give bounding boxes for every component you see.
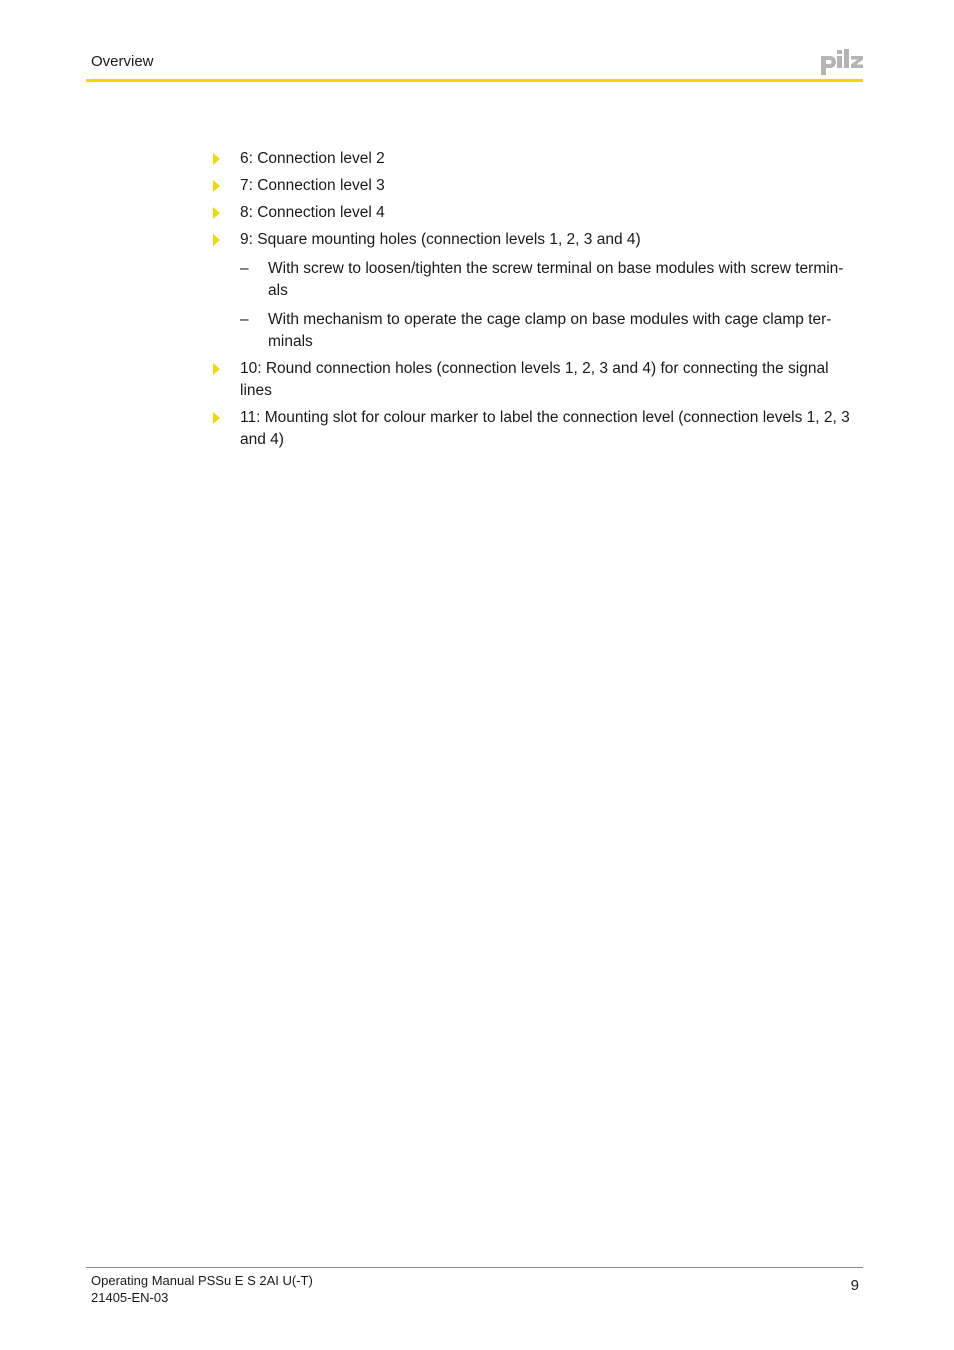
triangle-bullet-icon [212, 362, 221, 376]
triangle-bullet-icon [212, 411, 221, 425]
sub-list-item [212, 258, 863, 302]
pilz-logo [820, 48, 864, 78]
triangle-bullet-icon [212, 152, 221, 166]
list-item-text: 10: Round connection holes (connection levels 1, 2, 3 and 4) for connecting the signal lines [240, 360, 829, 399]
list-item [212, 175, 863, 197]
footer-rule [86, 1267, 863, 1268]
header-accent-rule [86, 79, 863, 82]
list-item [212, 407, 863, 451]
sub-list-item-text: With mechanism to operate the cage clamp on base modules with cage clamp ter-minals [268, 311, 832, 350]
dash-marker: – [240, 260, 249, 277]
header-section-title: Overview [91, 53, 154, 70]
dash-marker: – [240, 311, 249, 328]
list-item-text: 8: Connection level 4 [240, 204, 385, 221]
list-item-text: 6: Connection level 2 [240, 150, 385, 167]
list-item [212, 202, 863, 224]
sub-list-item-text: With screw to loosen/tighten the screw terminal on base modules with screw termin-als [268, 260, 844, 299]
footer-doc-number: 21405-EN-03 [91, 1290, 169, 1305]
triangle-bullet-icon [212, 179, 221, 193]
list-item-text: 7: Connection level 3 [240, 177, 385, 194]
content-area [212, 148, 863, 456]
list-item-text: 11: Mounting slot for colour marker to label the connection level (connection levels 1, 2, 3 and 4) [240, 409, 850, 448]
triangle-bullet-icon [212, 233, 221, 247]
page-number: 9 [850, 1277, 859, 1294]
sub-list-item [212, 309, 863, 353]
list-item-text: 9: Square mounting holes (connection levels 1, 2, 3 and 4) [240, 231, 641, 248]
list-item [212, 148, 863, 170]
triangle-bullet-icon [212, 206, 221, 220]
footer-manual-title: Operating Manual PSSu E S 2AI U(-T) [91, 1273, 313, 1288]
list-item [212, 358, 863, 402]
list-item [212, 229, 863, 251]
